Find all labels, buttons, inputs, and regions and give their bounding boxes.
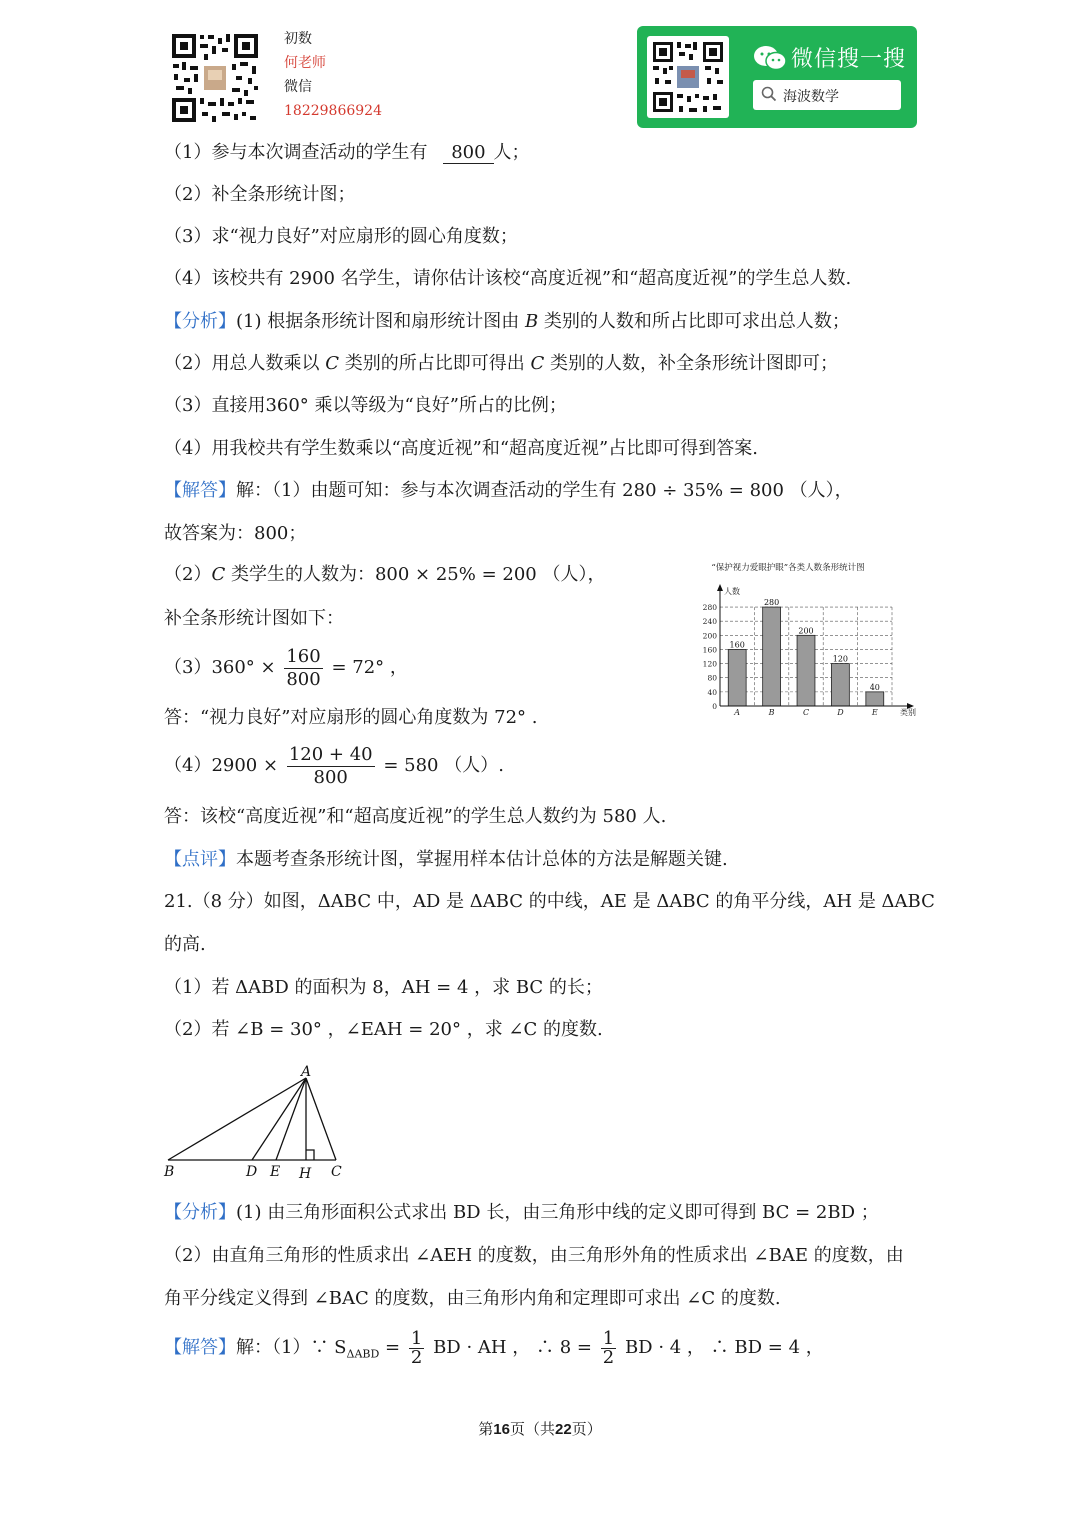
solution1-l7-a: （4）2900 × [164,755,279,776]
wechat-search-title: 微信搜一搜 [791,46,907,71]
solution1-line6: 答：“视力良好”对应扇形的圆心角度数为 72° . [164,707,538,728]
x-tick-label: E [871,708,878,717]
footer-page-number: 16 [493,1421,510,1438]
fraction-denominator: 2 [410,1346,423,1368]
vertex-label-b: B [164,1164,175,1180]
fraction-denominator: 2 [602,1346,615,1368]
page-footer [0,1418,1080,1439]
q20-part1-prefix: （1）参与本次调查活动的学生有 [164,142,428,163]
solution2-line1 [164,1324,824,1379]
fraction-denominator: 800 [313,766,348,788]
wechat-search-box[interactable] [753,80,901,110]
solution1-line1 [164,479,853,503]
bar-value-label: 160 [729,640,745,650]
contact-line-phone: 18229866924 [284,103,382,119]
y-tick-label: 40 [707,687,717,697]
analysis1-line4: （4）用我校共有学生数乘以“高度近视”和“超高度近视”占比即可得到答案. [164,438,758,459]
footer-mid: 页（共 [509,1420,555,1438]
solution2-tag: 【解答】 [164,1337,236,1358]
fraction-numerator: 1 [602,1327,615,1349]
fraction-numerator: 1 [410,1327,423,1349]
analysis1-l2-c: 类别的人数，补全条形统计图即可； [549,353,838,374]
q21-part2: （2）若 ∠B = 30° ，∠EAH = 20° ，求 ∠C 的度数. [164,1019,603,1040]
fraction-numerator: 120 + 40 [288,743,373,765]
analysis1-line1 [164,310,850,334]
bar-chart [696,558,926,724]
chart-x-axis-label: 类别 [900,708,916,717]
q21-part1: （1）若 ΔABD 的面积为 8，AH = 4 ，求 BC 的长； [164,977,603,998]
point-label-h: H [299,1166,312,1182]
wechat-search-card[interactable] [637,26,917,128]
q20-part4: （4）该校共有 2900 名学生，请你估计该校“高度近视”和“超高度近视”的学生总人数. [164,268,852,289]
footer-total-pages: 22 [555,1421,572,1438]
analysis-tag: 【分析】 [164,311,236,332]
solution1-line2: 故答案为：800； [164,523,307,544]
solution1-line7 [164,742,504,790]
q20-part3: （3）求“视力良好”对应扇形的圆心角度数； [164,226,518,247]
bar-C [797,635,815,706]
solution-tag: 【解答】 [164,480,236,501]
solution1-l3-b: 类学生的人数为：800 × 25% = 200 （人）， [230,564,606,585]
bar-E [866,692,884,706]
fraction-160-800-b [287,744,375,789]
solution1-l5-a: （3）360° × [164,657,276,678]
segment-ac [306,1078,336,1160]
fraction-numerator: 160 [286,645,321,667]
y-tick-label: 80 [707,673,717,683]
footer-post: 页） [571,1420,602,1438]
analysis1-line2 [164,352,838,376]
y-tick-label: 280 [702,603,717,613]
bar-B [763,607,781,706]
contact-info [284,27,382,123]
q21-stem-line1: 21.（8 分）如图，ΔABC 中，AD 是 ΔABC 的中线，AE 是 ΔABC 的角平分线，AH 是 ΔABC [164,891,935,912]
solution1-line4: 补全条形统计图如下： [164,608,344,629]
solution1-line5 [164,644,408,692]
vertex-label-c: C [331,1164,342,1180]
analysis2-line3: 角平分线定义得到 ∠BAC 的度数，由三角形内角和定理即可求出 ∠C 的度数. [164,1288,781,1309]
solution1-line8: 答：该校“高度近视”和“超高度近视”的学生总人数约为 580 人. [164,806,667,827]
x-tick-label: C [802,708,810,717]
analysis2-tag: 【分析】 [164,1202,236,1223]
analysis1-var: B [524,311,539,332]
y-tick-label: 120 [702,659,717,669]
chart-bars [728,607,883,706]
x-tick-label: A [734,708,741,717]
solution2-b: = [385,1337,401,1358]
analysis2-l1-text: (1) 由三角形面积公式求出 BD 长，由三角形中线的定义即可得到 BC = 2BD ； [236,1202,879,1223]
analysis1-text-b: 类别的人数和所占比即可求出总人数； [543,311,850,332]
analysis1-l2-b: 类别的所占比即可得出 [344,353,525,374]
y-tick-label: 200 [702,631,717,641]
y-tick-label: 240 [702,617,717,627]
solution2-d: BD · 4 ， ∴ BD = 4 ， [624,1337,824,1358]
solution2-subscript: ΔABD [346,1347,380,1361]
bar-D [831,664,849,706]
triangle-figure [160,1060,350,1182]
segment-ad [252,1078,306,1160]
analysis2-line1 [164,1201,879,1225]
analysis1-line3: （3）直接用360° 乘以等级为“良好”所占的比例； [164,395,567,416]
bar-value-label: 200 [798,626,814,636]
analysis1-text-a: (1) 根据条形统计图和扇形统计图由 [236,311,520,332]
solution1-l7-b: = 580 （人）. [383,755,504,776]
solution1-l1-text: 解：（1）由题可知：参与本次调查活动的学生有 280 ÷ 35% = 800 （人）， [236,480,853,501]
analysis2-line2: （2）由直角三角形的性质求出 ∠AEH 的度数，由三角形外角的性质求出 ∠BAE 的度数，由 [164,1245,904,1266]
x-tick-label: B [768,708,775,717]
solution2-c: BD · AH ， ∴ 8 = [433,1337,593,1358]
y-tick-label: 160 [702,645,717,655]
contact-line-teacher: 何老师 [284,55,326,71]
search-icon [761,86,777,105]
bar-value-label: 120 [832,654,849,664]
comment-tag: 【点评】 [164,849,236,870]
y-tick-label: 0 [712,702,717,711]
chart-axes [717,584,914,709]
fraction-one-half [409,1327,424,1368]
fraction-160-800 [284,646,322,691]
segment-ae [276,1078,306,1160]
solution1-line3 [164,563,605,587]
vertex-label-a: A [301,1064,312,1080]
wechat-logo-icon [753,44,787,76]
q21-stem-line2: 的高. [164,934,206,955]
fraction-denominator: 800 [286,668,321,690]
chart-title: “保护视力爱眼护眼”各类人数条形统计图 [711,563,865,573]
wechat-search-text: 海波数学 [783,88,839,104]
bar-value-label: 40 [869,682,880,692]
analysis1-l2-a: （2）用总人数乘以 [164,353,320,374]
comment-text: 本题考查条形统计图，掌握用样本估计总体的方法是解题关键. [236,849,728,870]
x-tick-label: D [837,708,844,717]
segment-ab [168,1078,306,1160]
bar-chart-svg [696,558,926,724]
analysis1-l2-var1: C [325,353,339,374]
footer-pre: 第 [478,1420,494,1438]
qr-code-left [170,32,260,124]
y-axis-arrow [717,584,723,591]
q20-part1-suffix: 人； [493,142,530,163]
comment-line [164,848,728,872]
solution1-l3-a: （2） [164,564,212,585]
solution1-l5-b: = 72° ， [331,657,408,678]
solution2-a: 解：（1）∵ S [236,1337,347,1358]
bar-value-label: 280 [763,598,780,608]
qr-code-right [647,36,729,118]
solution1-l3-var: C [211,564,226,585]
right-angle-mark [306,1150,314,1160]
q20-part2: （2）补全条形统计图； [164,184,356,205]
fraction-one-half-b [601,1327,616,1368]
q20-part1 [164,141,530,165]
contact-line-subject: 初数 [284,31,312,47]
q20-part1-answer: 800 [443,143,493,164]
contact-line-wechat: 微信 [284,79,312,95]
point-label-e: E [270,1164,281,1180]
analysis1-l2-var2: C [530,353,545,374]
bar-A [728,649,746,706]
point-label-d: D [246,1164,258,1180]
chart-y-axis-label: 人数 [724,587,740,596]
